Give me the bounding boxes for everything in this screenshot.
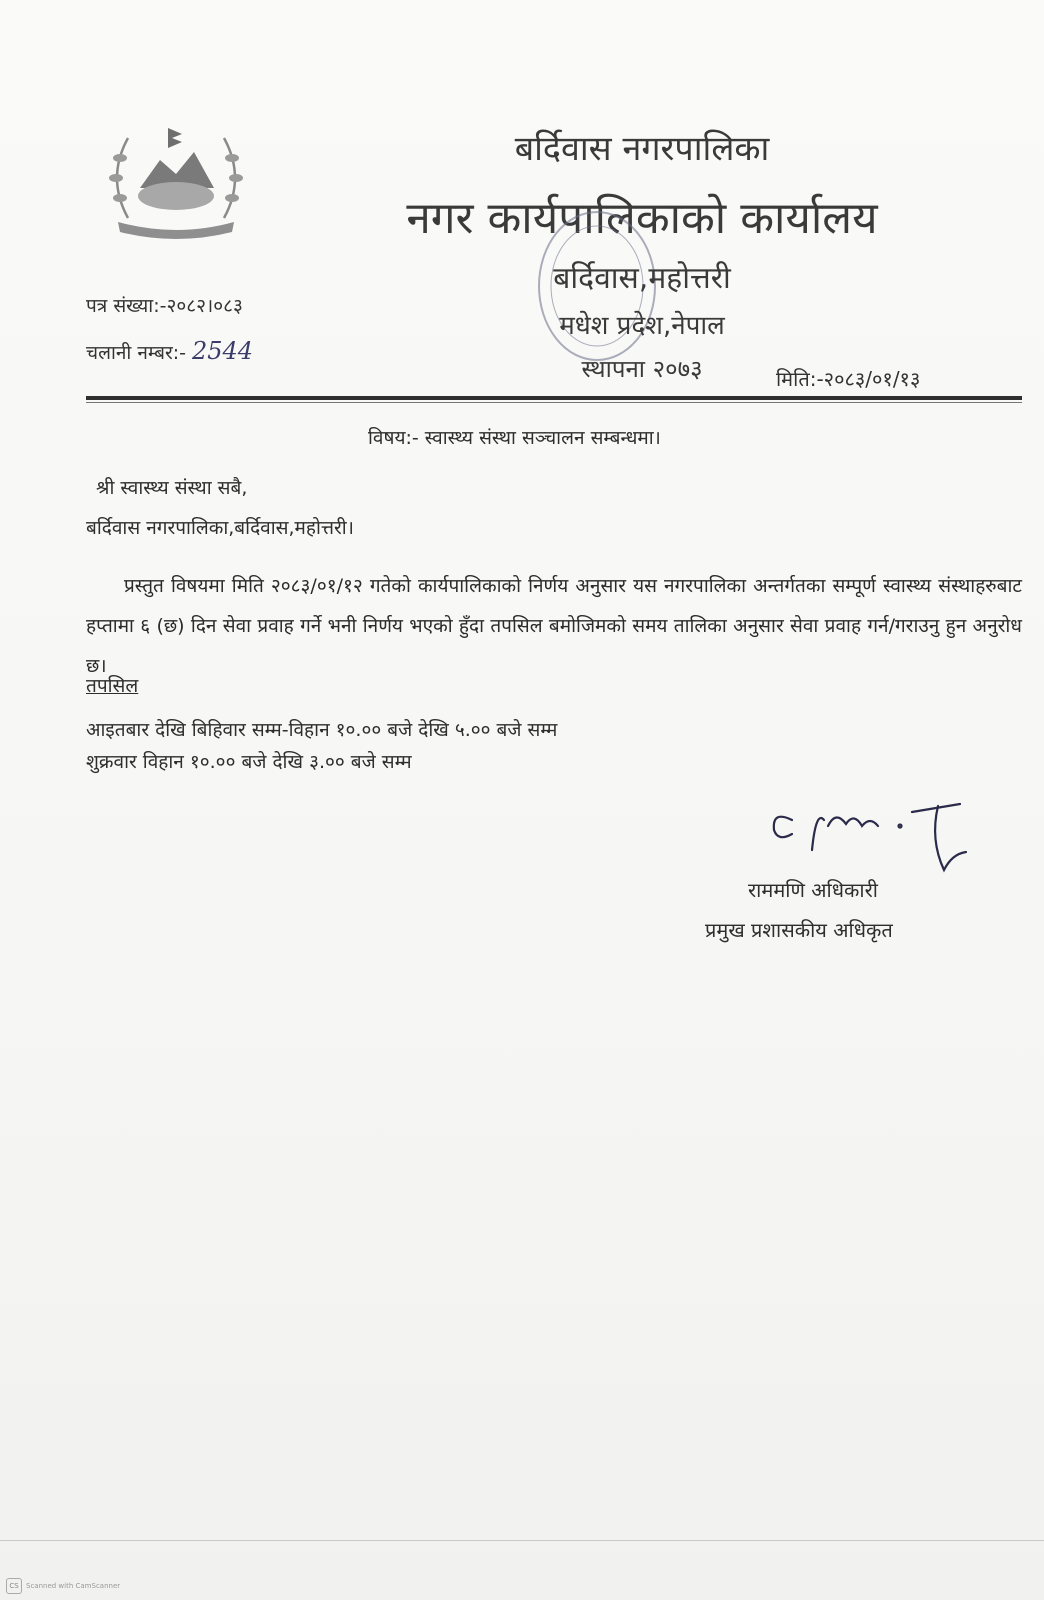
- establishment-year: स्थापना २०७३: [581, 355, 703, 383]
- header-divider-thin: [86, 402, 1022, 403]
- header-divider: [86, 396, 1022, 400]
- province-country: मधेश प्रदेश,नेपाल: [559, 311, 725, 341]
- signatory-name: राममणि अधिकारी: [748, 878, 878, 902]
- scanner-watermark: [6, 1578, 120, 1594]
- handwritten-signature: [762, 790, 982, 890]
- municipality-name: बर्दिवास नगरपालिका: [514, 129, 770, 169]
- letter-body: प्रस्तुत विषयमा मिति २०८३/०१/१२ गतेको कार्यपालिकाको निर्णय अनुसार यस नगरपालिका अन्तर्गतका सम्पूर्ण स्वास्थ्य संस्थाहरुबाट हप्तामा ६ (छ) दिन सेवा प्रवाह गर्ने भनी निर्णय भएको हुँदा तपसिल बमोजिमको समय तालिका अनुसार सेवा प्रवाह गर्न/गराउनु हुन अनुरोध छ।: [86, 575, 1022, 677]
- addressee-line-2: बर्दिवास नगरपालिका,बर्दिवास,महोत्तरी।: [86, 517, 354, 539]
- dispatch-number: [86, 337, 253, 365]
- letter-number: पत्र संख्या:-२०८२।०८३: [86, 295, 243, 317]
- office-location: बर्दिवास,महोत्तरी: [553, 261, 731, 296]
- dispatch-number-label: चलानी नम्बर:-: [86, 342, 186, 364]
- letter-subject: विषय:- स्वास्थ्य संस्था सञ्चालन सम्बन्धमा।: [368, 427, 661, 449]
- addressee-line-1: श्री स्वास्थ्य संस्था सबै,: [96, 477, 248, 499]
- scan-edge: [0, 1540, 1044, 1541]
- letter-date: मिति:-२०८३/०१/१३: [776, 367, 921, 391]
- scanner-label: Scanned with CamScanner: [26, 1582, 121, 1590]
- schedule-heading: तपसिल: [86, 675, 139, 697]
- signatory-post: प्रमुख प्रशासकीय अधिकृत: [705, 918, 893, 942]
- office-name: नगर कार्यपालिकाको कार्यालय: [406, 193, 878, 244]
- schedule-line-1: आइतबार देखि बिहिवार सम्म-विहान १०.०० बजे देखि ५.०० बजे सम्म: [86, 719, 558, 741]
- schedule-line-2: शुक्रवार विहान १०.०० बजे देखि ३.०० बजे सम्म: [86, 751, 412, 773]
- camscanner-icon: CS: [6, 1578, 22, 1594]
- dispatch-number-value: 2544: [191, 337, 254, 365]
